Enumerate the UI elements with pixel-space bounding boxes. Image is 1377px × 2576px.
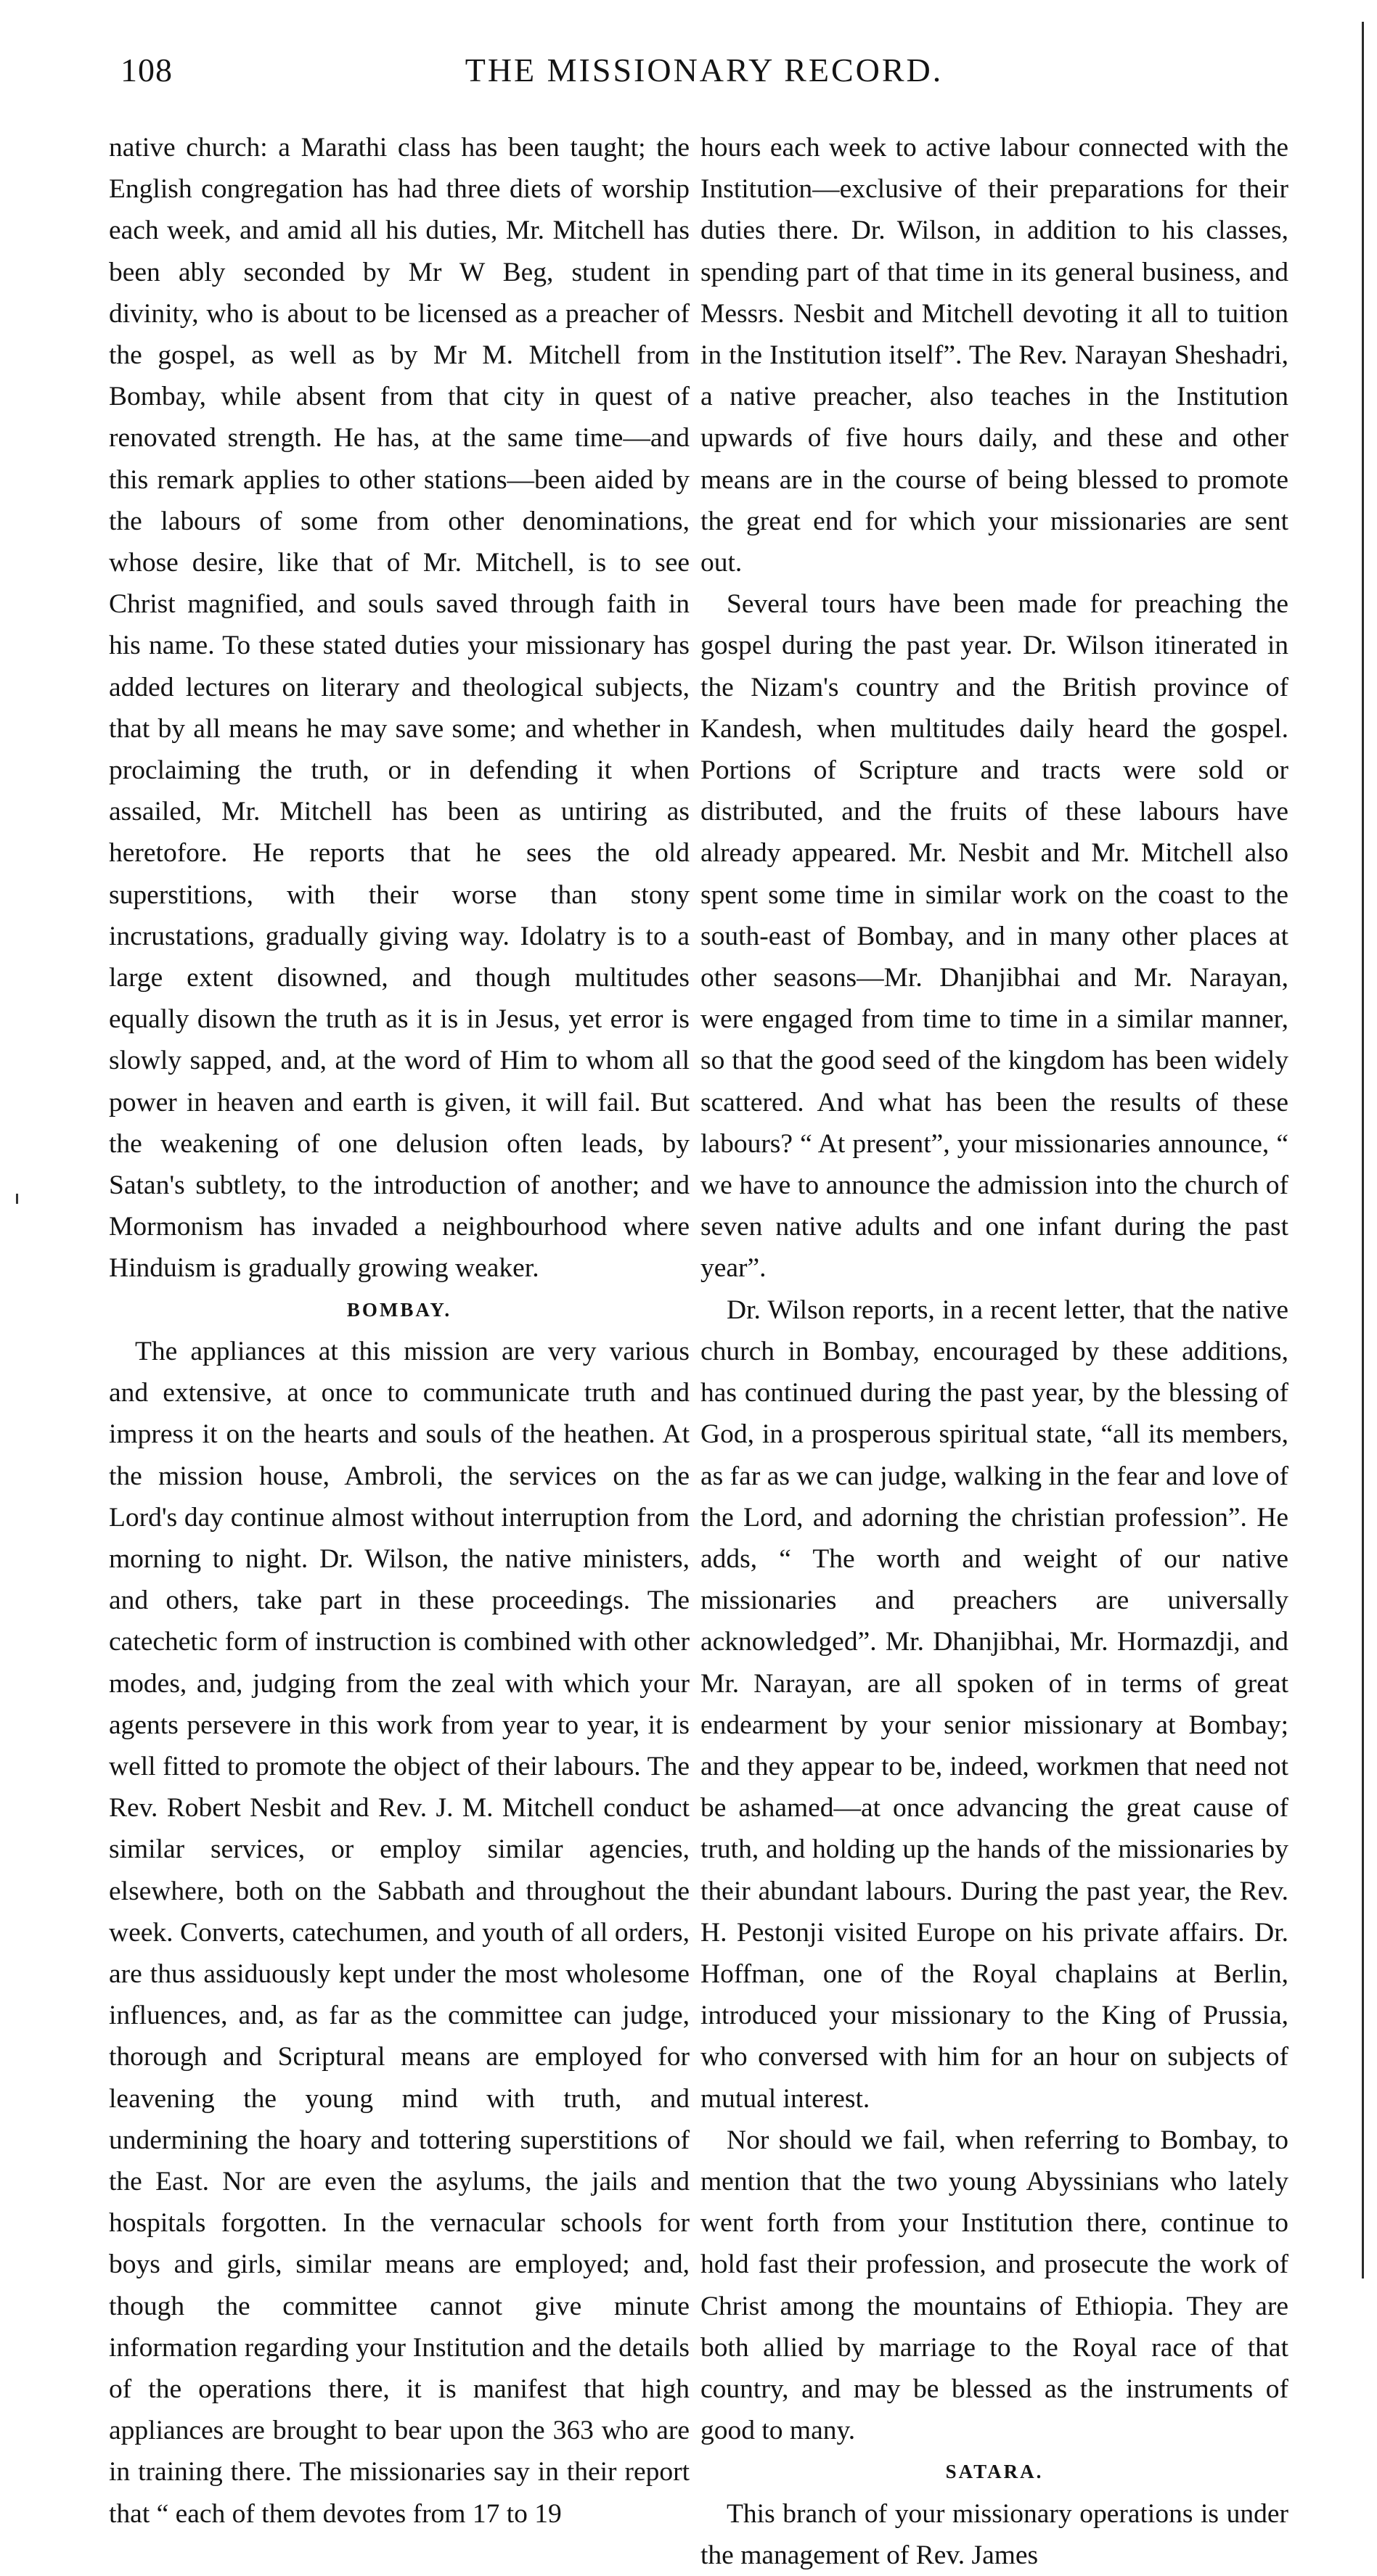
section-heading-bombay: BOMBAY. bbox=[346, 1298, 452, 1321]
right-paragraph-5: This branch of your missionary operations is under the management of Rev. James bbox=[700, 2498, 1288, 2570]
page-number: 108 bbox=[120, 52, 173, 89]
left-column bbox=[109, 127, 690, 2535]
left-paragraph-2: The appliances at this mission are very various and extensive, at once to communicate truth and impress it on the hearts and souls of the heathen. At the mission house, Ambroli, the services on the Lord's day continue almost without interruption from morning to night. Dr. Wilson, the native ministers, and others, take part in these proceedings. The catechetic form of instruction is combined with other modes, and, judging from the zeal with which your agents persevere in this work from year to year, it is well fitted to promote the object of their labours. The Rev. Robert Nesbit and Rev. J. M. Mitchell conduct similar services, or employ similar agencies, elsewhere, both on the Sabbath and throughout the week. Converts, catechumen, and youth of all orders, are thus assiduously kept under the most wholesome influences, and, as far as the committee can judge, thorough and Scriptural means are employed for leavening the young mind with truth, and undermining the hoary and tottering superstitions of the East. Nor are even the asylums, the jails and hospitals forgotten. In the vernacular schools for boys and girls, similar means are employed; and, though the committee cannot give minute information regarding your Institution and the details of the operations there, it is manifest that high appliances are brought to bear upon the 363 who are in training there. The missionaries say in their report that “ each of them devotes from 17 to 19 bbox=[109, 1336, 690, 2529]
section-heading-satara: SATARA. bbox=[945, 2461, 1044, 2483]
page-edge-rule bbox=[1362, 22, 1364, 2278]
right-paragraph-2: Several tours have been made for preaching the gospel during the past year. Dr. Wilson itinerated in the Nizam's country and the British province of Kandesh, when multitudes daily heard the gospel. Portions of Scripture and tracts were sold or distributed, and the fruits of these labours have already appeared. Mr. Nesbit and Mr. Mitchell also spent some time in similar work on the coast to the south-east of Bombay, and in many other places at other seasons—Mr. Dhanjibhai and Mr. Narayan, were engaged from time to time in a similar manner, so that the good seed of the kingdom has been widely scattered. And what has been the results of these labours? “ At present”, your missionaries announce, “ we have to announce the admission into the church of seven native adults and one infant during the past year”. bbox=[700, 589, 1288, 1284]
right-paragraph-3: Dr. Wilson reports, in a recent letter, that the native church in Bombay, encouraged by these additions, has continued during the past year, by the blessing of God, in a prosperous spiritual state, “all its members, as far as we can judge, walking in the fear and love of the Lord, and adorning the christian profession”. He adds, “ The worth and weight of our native missionaries and preachers are universally acknowledged”. Mr. Dhanjibhai, Mr. Hormazdji, and Mr. Narayan, are all spoken of in terms of great endearment by your senior missionary at Bombay; and they appear to be, indeed, workmen that need not be ashamed—at once advancing the great cause of truth, and holding up the hands of the missionaries by their abundant labours. During the past year, the Rev. H. Pestonji visited Europe on his private affairs. Dr. Hoffman, one of the Royal chaplains at Berlin, introduced your missionary to the King of Prussia, who conversed with him for an hour on subjects of mutual interest. bbox=[700, 1295, 1288, 2114]
right-paragraph-4: Nor should we fail, when referring to Bombay, to mention that the two young Abyssinians who lately went forth from your Institution there, continue to hold fast their profession, and prosecute the work of Christ among the mountains of Ethiopia. They are both allied by marriage to the Royal race of that country, and may be blessed as the instruments of good to many. bbox=[700, 2125, 1288, 2446]
margin-mark bbox=[16, 1194, 18, 1204]
right-paragraph-1: hours each week to active labour connected with the Institution—exclusive of their preparations for their duties there. Dr. Wilson, in addition to his classes, spending part of that time in its general business, and Messrs. Nesbit and Mitchell devoting it all to tuition in the Institution itself”. The Rev. Narayan Sheshadri, a native preacher, also teaches in the Institution upwards of five hours daily, and these and other means are in the course of being blessed to promote the great end for which your missionaries are sent out. bbox=[700, 133, 1288, 578]
page-header bbox=[109, 51, 1299, 102]
left-paragraph-1: native church: a Marathi class has been taught; the English congregation has had three diets of worship each week, and amid all his duties, Mr. Mitchell has been ably seconded by Mr W Beg, student in divinity, who is about to be licensed as a preacher of the gospel, as well as by Mr M. Mitchell from Bombay, while absent from that city in quest of renovated strength. He has, at the same time—and this remark applies to other stations—been aided by the labours of some from other denominations, whose desire, like that of Mr. Mitchell, is to see Christ magnified, and souls saved through faith in his name. To these stated duties your missionary has added lectures on literary and theological subjects, that by all means he may save some; and whether in proclaiming the truth, or in defending it when assailed, Mr. Mitchell has been as untiring as heretofore. He reports that he sees the old superstitions, with their worse than stony incrustations, gradually giving way. Idolatry is to a large extent disowned, and though multitudes equally disown the truth as it is in Jesus, yet error is slowly sapped, and, at the word of Him to whom all power in heaven and earth is given, it will fail. But the weakening of one delusion often leads, by Satan's subtlety, to the introduction of another; and Mormonism has invaded a neighbourhood where Hinduism is gradually growing weaker. bbox=[109, 133, 690, 1284]
right-column bbox=[700, 127, 1288, 2576]
running-title: THE MISSIONARY RECORD. bbox=[465, 52, 944, 89]
